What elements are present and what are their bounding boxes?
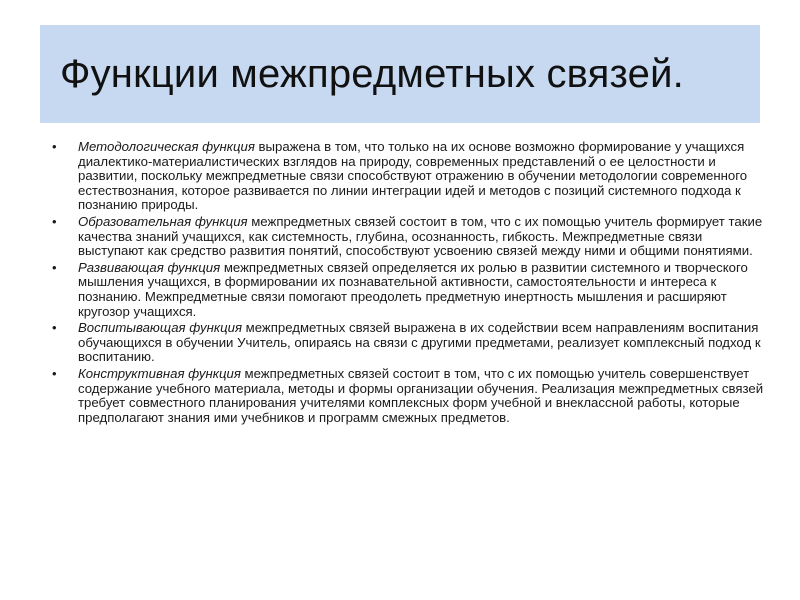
- bullet-item-developing: [50, 261, 765, 319]
- bullet-text: межпредметных связей состоит в том, что с их помощью учитель совершенствует содержание учебного материала, методы и формы организации обучения. Реализация межпредметных связей требует совместного планирования учителями комплексных форм учебной и внеклассной работы, которые предполагают знания ими учебников и программ смежных предметов.: [78, 365, 764, 425]
- bullet-text: межпредметных связей состоит в том, что с их помощью учитель формирует такие качества знаний учащихся, как системность, глубина, осознанность, гибкость. Межпредметные связи выступают как средство развития понятий, способствуют усвоению связей между ними и общими понятиями.: [78, 213, 763, 259]
- title-band: [40, 25, 760, 123]
- bullet-icon: •: [52, 365, 57, 381]
- bullet-term: Развивающая функция: [78, 259, 221, 275]
- bullet-item-upbringing: [50, 321, 765, 365]
- bullet-term: Конструктивная функция: [78, 365, 241, 381]
- bullet-term: Воспитывающая функция: [78, 320, 242, 336]
- bullet-icon: •: [52, 259, 57, 275]
- bullet-item-methodological: [50, 140, 765, 213]
- bullet-text: межпредметных связей выражена в их содействии всем направлениям воспитания обучающихся в обучении Учитель, опираясь на связи с другими предметами, реализует комплексный подход к воспитанию.: [78, 320, 761, 365]
- bullet-item-constructive: [50, 367, 765, 425]
- bullet-term: Образовательная функция: [78, 213, 248, 229]
- bullet-item-educational: [50, 215, 765, 259]
- bullet-text: межпредметных связей определяется их ролью в развитии системного и творческого мышления учащихся, в формировании их познавательной активности, самостоятельности и интереса к познанию. Межпредметные связи помогают преодолеть предметную инертность мышления и расширяют кругозор учащихся.: [78, 259, 748, 319]
- slide-title: Функции межпредметных связей.: [60, 52, 684, 96]
- slide-content: [50, 140, 765, 427]
- bullet-text: выражена в том, что только на их основе возможно формирование у учащихся диалектико-материалистических взглядов на природу, современных представлений о ее целостности и развитии, поскольку межпредметные связи способствуют отражению в обучении методологии современного естествознания, которое развивается по линии интеграции идей и методов с позиций системного подхода к познанию природы.: [78, 139, 748, 213]
- bullet-icon: •: [52, 320, 57, 336]
- bullet-term: Методологическая функция: [78, 139, 255, 154]
- bullet-icon: •: [52, 213, 57, 229]
- bullet-icon: •: [52, 139, 57, 154]
- bullet-list: [50, 140, 765, 425]
